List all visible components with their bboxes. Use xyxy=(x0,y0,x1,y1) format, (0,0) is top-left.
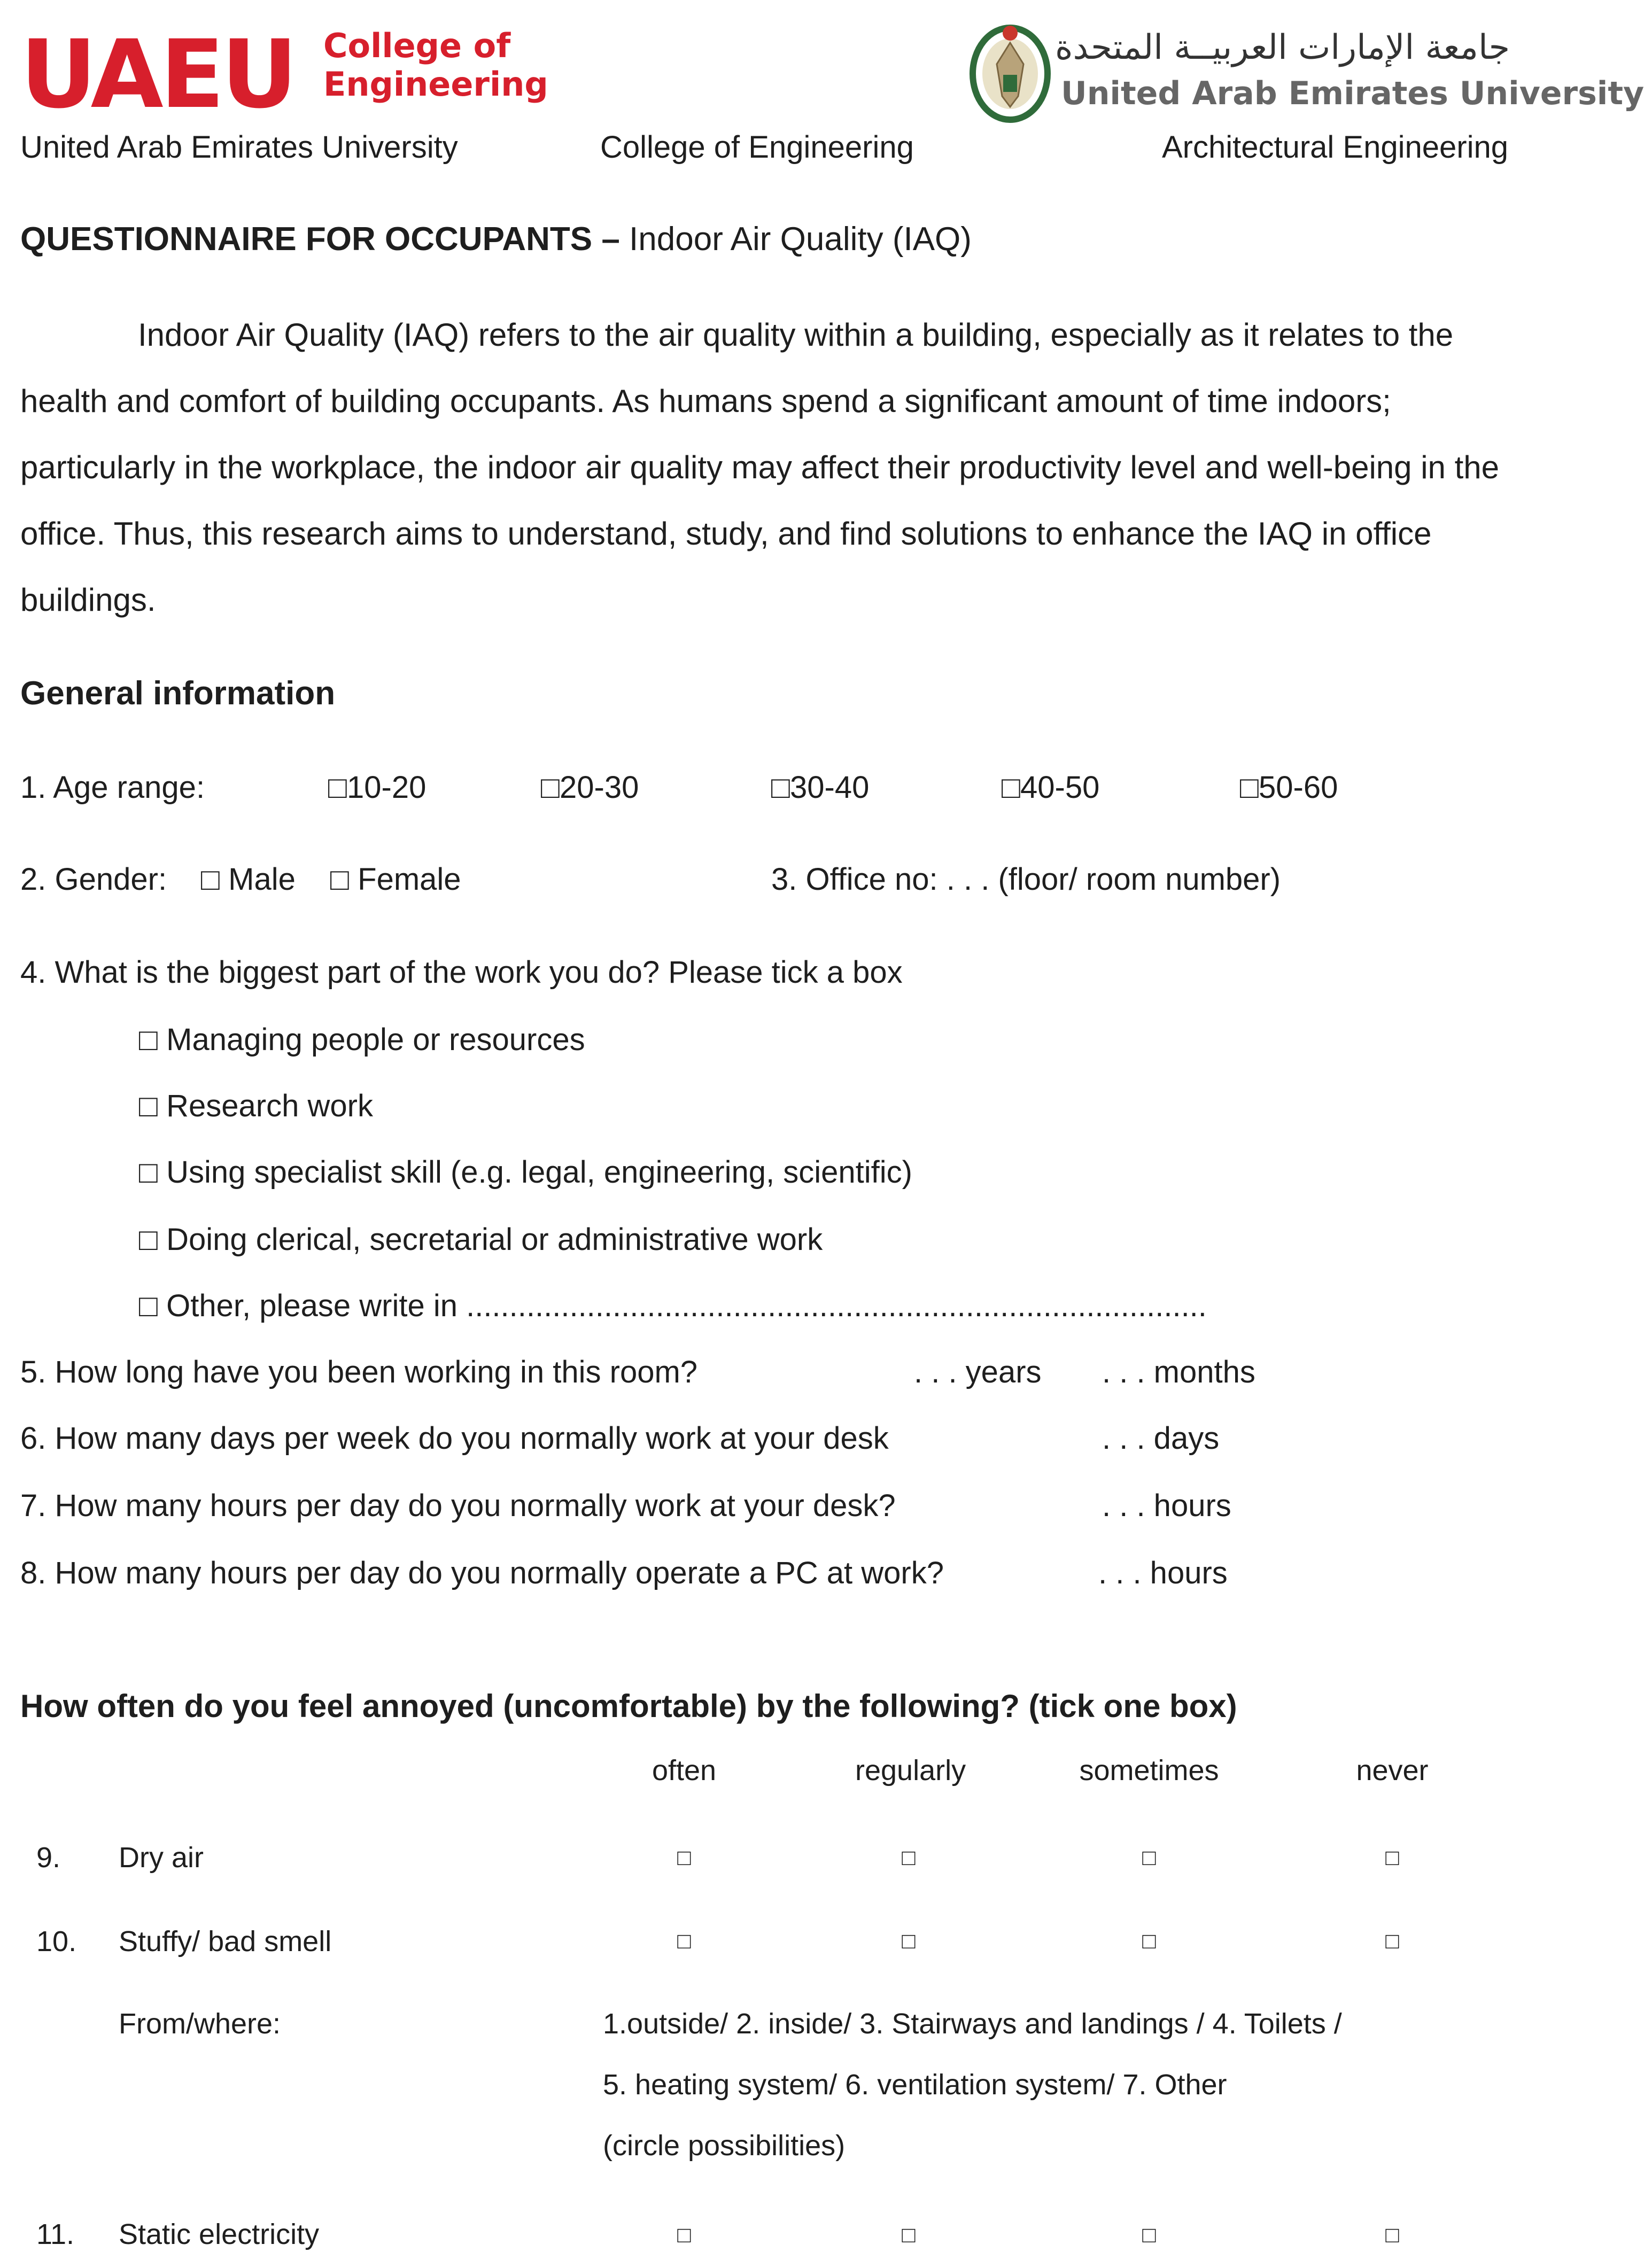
column-regularly: regularly xyxy=(855,1754,966,1787)
q7-label: 7. How many hours per day do you normally work at your desk? xyxy=(20,1488,896,1523)
row-9-regularly-checkbox[interactable]: □ xyxy=(902,1845,916,1870)
page-title xyxy=(20,220,972,258)
q4-label: 4. What is the biggest part of the work you do? Please tick a box xyxy=(20,955,903,990)
header-university: United Arab Emirates University xyxy=(20,130,458,165)
row-11-sometimes-checkbox[interactable]: □ xyxy=(1142,2222,1156,2247)
row-11-label: Static electricity xyxy=(119,2218,320,2250)
age-option-20-30[interactable]: □20-30 xyxy=(541,770,639,805)
q3-office-number[interactable]: 3. Office no: . . . (floor/ room number) xyxy=(771,862,1281,897)
header-department: Architectural Engineering xyxy=(1161,130,1508,165)
work-option-clerical[interactable]: □ Doing clerical, secretarial or administrative work xyxy=(139,1222,823,1257)
work-option-specialist[interactable]: □ Using specialist skill (e.g. legal, engineering, scientific) xyxy=(139,1155,912,1190)
q7-hours-field[interactable]: . . . hours xyxy=(1102,1488,1231,1523)
page-title-bold: QUESTIONNAIRE FOR OCCUPANTS – xyxy=(20,221,620,258)
university-emblem-icon xyxy=(965,21,1056,123)
row-9-number: 9. xyxy=(36,1842,61,1874)
q5-label: 5. How long have you been working in this room? xyxy=(20,1355,698,1389)
row-11-often-checkbox[interactable]: □ xyxy=(677,2222,691,2247)
row-10-often-checkbox[interactable]: □ xyxy=(677,1928,691,1953)
gender-male-option[interactable]: □ Male xyxy=(201,862,296,897)
work-option-other[interactable]: □ Other, please write in ...................................................................................... xyxy=(139,1288,1207,1323)
q8-hours-field[interactable]: . . . hours xyxy=(1098,1556,1228,1590)
page-title-rest: Indoor Air Quality (IAQ) xyxy=(619,221,972,258)
column-sometimes: sometimes xyxy=(1079,1754,1219,1787)
general-information-heading: General information xyxy=(20,675,336,712)
age-option-40-50[interactable]: □40-50 xyxy=(1002,770,1100,805)
from-where-line-2[interactable]: 5. heating system/ 6. ventilation system/ 7. Other xyxy=(603,2069,1227,2101)
work-option-research[interactable]: □ Research work xyxy=(139,1089,373,1123)
q6-days-field[interactable]: . . . days xyxy=(1102,1421,1220,1456)
row-10-sometimes-checkbox[interactable]: □ xyxy=(1142,1928,1156,1953)
column-never: never xyxy=(1356,1754,1429,1787)
intro-paragraph xyxy=(20,302,1506,633)
age-option-30-40[interactable]: □30-40 xyxy=(771,770,870,805)
q5-months-field[interactable]: . . . months xyxy=(1102,1355,1255,1389)
q2-label: 2. Gender: xyxy=(20,862,167,897)
age-option-10-20[interactable]: □10-20 xyxy=(328,770,426,805)
intro-text: Indoor Air Quality (IAQ) refers to the air quality within a building, especially as it relates to the health and comfort of building occupants. As humans spend a significant amount of time indoors; particularly in the workplace, the indoor air quality may affect their productivity level and well-being in the office. Thus, this research aims to understand, study, and find solutions to enhance the IAQ in office buildings. xyxy=(20,317,1499,618)
row-10-regularly-checkbox[interactable]: □ xyxy=(902,1928,916,1953)
arabic-university-name: جامعة الإمارات العربيــة المتحدة xyxy=(1055,28,1510,67)
q6-label: 6. How many days per week do you normally work at your desk xyxy=(20,1421,889,1456)
row-9-label: Dry air xyxy=(119,1842,204,1874)
annoyance-heading: How often do you feel annoyed (uncomfortable) by the following? (tick one box) xyxy=(20,1688,1237,1724)
gender-female-option[interactable]: □ Female xyxy=(330,862,461,897)
q8-label: 8. How many hours per day do you normally operate a PC at work? xyxy=(20,1556,944,1590)
column-often: often xyxy=(652,1754,717,1787)
row-11-number: 11. xyxy=(36,2218,75,2250)
work-option-managing[interactable]: □ Managing people or resources xyxy=(139,1022,585,1057)
q1-label: 1. Age range: xyxy=(20,770,205,805)
row-10-never-checkbox[interactable]: □ xyxy=(1385,1928,1399,1953)
q5-years-field[interactable]: . . . years xyxy=(914,1355,1042,1389)
row-9-often-checkbox[interactable]: □ xyxy=(677,1845,691,1870)
age-option-50-60[interactable]: □50-60 xyxy=(1240,770,1338,805)
row-9-never-checkbox[interactable]: □ xyxy=(1385,1845,1399,1870)
uaeu-logo-text: UAEU xyxy=(20,20,294,129)
from-where-label: From/where: xyxy=(119,2008,281,2040)
header-college: College of Engineering xyxy=(600,130,914,165)
row-10-number: 10. xyxy=(36,1925,77,1958)
row-11-regularly-checkbox[interactable]: □ xyxy=(902,2222,916,2247)
row-9-sometimes-checkbox[interactable]: □ xyxy=(1142,1845,1156,1870)
english-university-name: United Arab Emirates University xyxy=(1061,75,1644,112)
row-10-label: Stuffy/ bad smell xyxy=(119,1925,332,1958)
logo-subtitle-line1: College of xyxy=(323,26,511,65)
from-where-line-3: (circle possibilities) xyxy=(603,2130,846,2162)
row-11-never-checkbox[interactable]: □ xyxy=(1385,2222,1399,2247)
from-where-line-1[interactable]: 1.outside/ 2. inside/ 3. Stairways and landings / 4. Toilets / xyxy=(603,2008,1342,2040)
logo-subtitle-line2: Engineering xyxy=(323,65,548,104)
